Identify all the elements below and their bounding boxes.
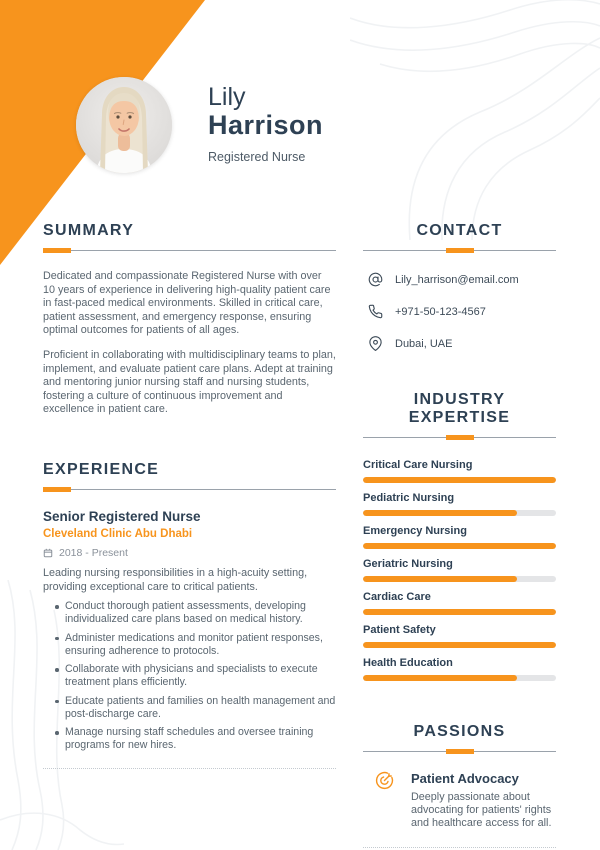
- job-dates: 2018 - Present: [59, 546, 128, 559]
- skill-bar-track: [363, 609, 556, 615]
- left-column: [43, 222, 336, 769]
- rule-accent: [43, 487, 71, 492]
- summary-paragraph: Dedicated and compassionate Registered Nurse with over 10 years of experience in delivering high-quality patient care in fast-paced medical environments. Skilled in critical care, patient assessment, and emergency response, ensuring optimal outcomes for patients of all ages.: [43, 270, 331, 337]
- skill-bar-fill: [363, 477, 556, 483]
- contour-pattern-top-right: [350, 0, 600, 240]
- job-bullet: Educate patients and families on health management and post-discharge care.: [43, 695, 336, 721]
- first-name: Lily: [208, 83, 246, 111]
- skill-item: [363, 657, 556, 681]
- skill-bar-fill: [363, 576, 517, 582]
- section-rule: [363, 435, 556, 441]
- skill-name: Critical Care Nursing: [363, 459, 473, 471]
- skill-item: [363, 624, 556, 648]
- passions-title: PASSIONS: [413, 723, 506, 740]
- experience-title: EXPERIENCE: [43, 460, 160, 478]
- skill-name: Emergency Nursing: [363, 525, 467, 537]
- dotted-divider: [363, 847, 556, 848]
- job-bullet-list: [43, 600, 336, 752]
- experience-section: [43, 461, 336, 769]
- skill-bar-track: [363, 576, 556, 582]
- rule-accent: [446, 749, 474, 754]
- contact-phone-row: [363, 304, 556, 319]
- job-title: Registered Nurse: [208, 150, 306, 164]
- experience-entry: [43, 509, 336, 752]
- contact-phone: +971-50-123-4567: [395, 305, 486, 318]
- skill-bar-track: [363, 543, 556, 549]
- skill-name: Geriatric Nursing: [363, 558, 453, 570]
- industry-expertise-section: [363, 391, 556, 681]
- summary-paragraph: Proficient in collaborating with multidisciplinary teams to plan, implement, and evaluate patient care plans. Adept at training and mentoring junior nursing staff and nursing students, fostering a culture of continuous improvement and excellence in patient care.: [43, 348, 336, 416]
- skill-name: Cardiac Care: [363, 591, 431, 603]
- rule-accent: [446, 435, 474, 440]
- job-dates-row: [43, 547, 336, 559]
- rule-accent: [43, 248, 71, 253]
- skill-item: [363, 459, 556, 483]
- dotted-divider: [43, 768, 336, 769]
- job-company: Cleveland Clinic Abu Dhabi: [43, 527, 193, 540]
- passion-name: Patient Advocacy: [411, 771, 519, 786]
- target-icon: [375, 771, 394, 790]
- job-bullet: Collaborate with physicians and specialists to execute treatment plans efficiently.: [43, 663, 336, 689]
- phone-icon: [368, 304, 383, 319]
- job-bullet: Manage nursing staff schedules and oversee training programs for new hires.: [43, 726, 336, 752]
- skill-item: [363, 492, 556, 516]
- contact-location-row: [363, 336, 556, 351]
- skill-item: [363, 558, 556, 582]
- skill-bar-track: [363, 675, 556, 681]
- skills-list: [363, 459, 556, 681]
- skill-bar-fill: [363, 675, 517, 681]
- contact-email-row: [363, 272, 556, 287]
- section-rule: [43, 487, 336, 493]
- section-rule: [363, 248, 556, 254]
- skill-bar-track: [363, 510, 556, 516]
- profile-photo: [76, 77, 172, 173]
- industry-expertise-title: INDUSTRY EXPERTISE: [408, 391, 511, 426]
- contact-section: [363, 222, 556, 351]
- skill-bar-fill: [363, 543, 556, 549]
- job-intro: Leading nursing responsibilities in a high-acuity setting, providing exceptional care to critical patients.: [43, 566, 308, 593]
- header-name-block: [208, 84, 323, 164]
- job-bullet: Conduct thorough patient assessments, developing individualized care plans based on medical history.: [43, 600, 336, 626]
- passion-description: Deeply passionate about advocating for patients' rights and healthcare access for all.: [411, 791, 552, 830]
- job-role: Senior Registered Nurse: [43, 508, 201, 524]
- summary-title: SUMMARY: [43, 222, 135, 239]
- rule-accent: [446, 248, 474, 253]
- passion-item: [363, 771, 556, 831]
- section-rule: [43, 248, 336, 254]
- contact-email: Lily_harrison@email.com: [395, 273, 519, 286]
- skill-name: Pediatric Nursing: [363, 492, 455, 504]
- rule-line: [43, 489, 336, 490]
- profile-photo-image: [76, 77, 172, 173]
- skill-name: Patient Safety: [363, 624, 436, 636]
- skill-bar-track: [363, 642, 556, 648]
- right-column: [363, 222, 556, 848]
- rule-line: [43, 250, 336, 251]
- skill-item: [363, 591, 556, 615]
- passions-section: [363, 723, 556, 848]
- skill-bar-fill: [363, 609, 556, 615]
- skill-bar-track: [363, 477, 556, 483]
- skill-item: [363, 525, 556, 549]
- last-name: Harrison: [208, 110, 324, 140]
- location-pin-icon: [368, 336, 383, 351]
- passion-text: [411, 771, 561, 831]
- contact-location: Dubai, UAE: [395, 337, 453, 350]
- skill-bar-fill: [363, 510, 517, 516]
- skill-bar-fill: [363, 642, 556, 648]
- at-icon: [368, 272, 383, 287]
- contact-list: [363, 272, 556, 351]
- section-rule: [363, 749, 556, 755]
- job-bullet: Administer medications and monitor patient responses, ensuring adherence to protocols.: [43, 632, 336, 658]
- skill-name: Health Education: [363, 657, 453, 669]
- summary-section: [43, 222, 336, 417]
- contact-title: CONTACT: [416, 222, 503, 239]
- calendar-icon: [43, 548, 53, 558]
